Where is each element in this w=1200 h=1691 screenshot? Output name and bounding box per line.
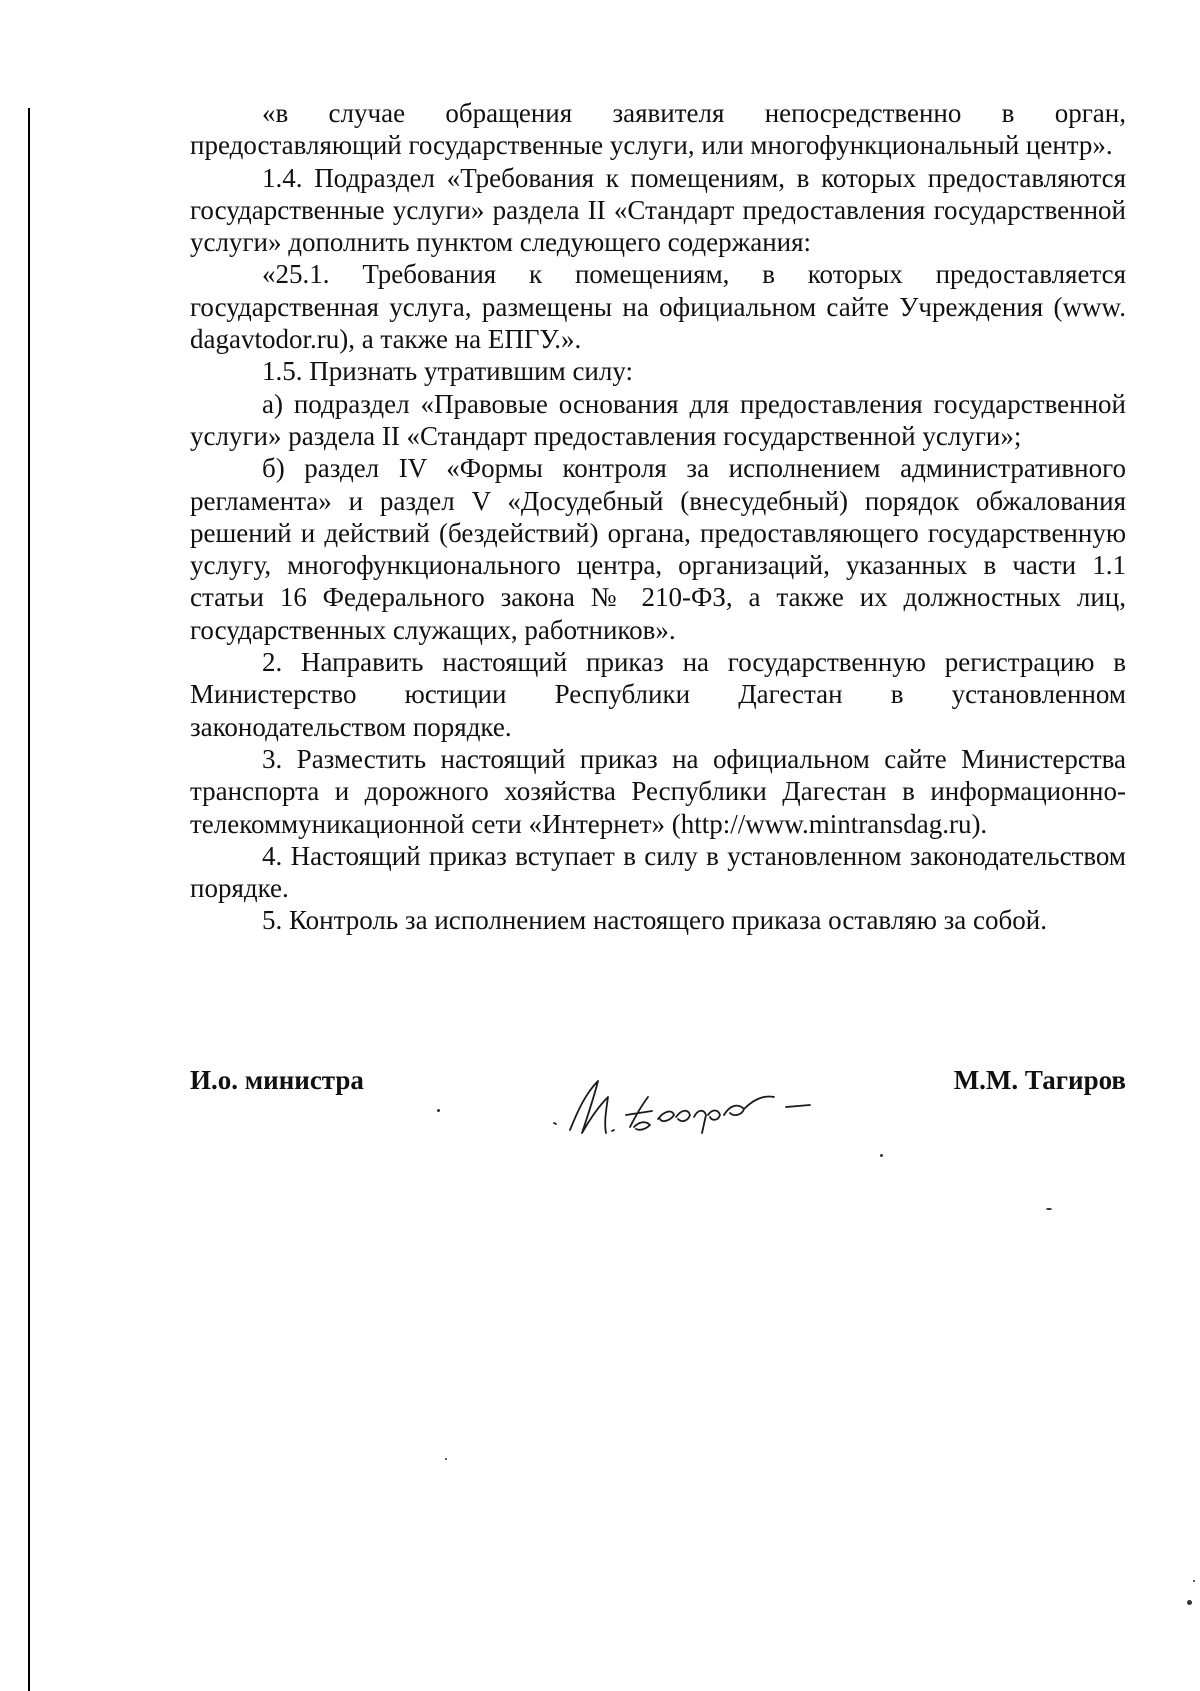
paragraph-5: 5. Контроль за исполнением настоящего приказа оставляю за собой. xyxy=(262,905,1047,936)
scan-speck xyxy=(437,1109,440,1112)
paragraph-25-1: «25.1. Требования к помещениям, в которых предоставляется государственная услуга, размещены на официальном сайте Учреждения (www. dagavtodor.ru), а также на ЕПГУ.». xyxy=(190,259,1126,355)
scan-speck xyxy=(1046,1208,1052,1210)
signer-name: М.М. Тагиров xyxy=(953,1065,1126,1095)
position-title: И.о. министра xyxy=(190,1065,364,1095)
paragraph-1-5: 1.5. Признать утратившим силу: xyxy=(262,356,633,387)
paragraph-2: 2. Направить настоящий приказ на государственную регистрацию в Министерство юстиции Республики Дагестан в установленном законодательством порядке. xyxy=(190,647,1126,742)
scan-speck xyxy=(1187,1600,1192,1605)
scan-speck xyxy=(445,1458,447,1460)
handwritten-signature xyxy=(548,1075,838,1155)
scan-speck xyxy=(1193,1580,1195,1582)
paragraph-3: 3. Разместить настоящий приказ на официальном сайте Министерства транспорта и дорожного хозяйства Республики Дагестан в информационно-телекоммуникационной сети «Интернет» (http://www.mintransdag.ru). xyxy=(190,743,1126,839)
paragraph-continuation: «в случае обращения заявителя непосредственно в орган, предоставляющий государственные услуги, или многофункциональный центр». xyxy=(190,98,1126,161)
scan-edge-line xyxy=(28,108,30,1691)
scan-speck xyxy=(880,1154,883,1157)
paragraph-1-5-b: б) раздел IV «Формы контроля за исполнением административного регламента» и раздел V «Досудебный (внесудебный) порядок обжалования решений и действий (бездействий) органа, предоставляющего государственную услугу, многофункционального центра, организаций, указанных в части 1.1 статьи 16 Федерального закона № 210-ФЗ, а также их должностных лиц, государственных служащих, работников». xyxy=(190,453,1126,645)
paragraph-1-4: 1.4. Подраздел «Требования к помещениям, в которых предоставляются государственные услуги» раздела II «Стандарт предоставления государственной услуги» дополнить пунктом следующего содержания: xyxy=(190,162,1126,258)
document-body xyxy=(190,97,1126,937)
paragraph-1-5-a: а) подраздел «Правовые основания для предоставления государственной услуги» раздела II «Стандарт предоставления государственной услуги»; xyxy=(190,388,1126,451)
paragraph-4: 4. Настоящий приказ вступает в силу в установленном законодательством порядке. xyxy=(190,840,1126,904)
